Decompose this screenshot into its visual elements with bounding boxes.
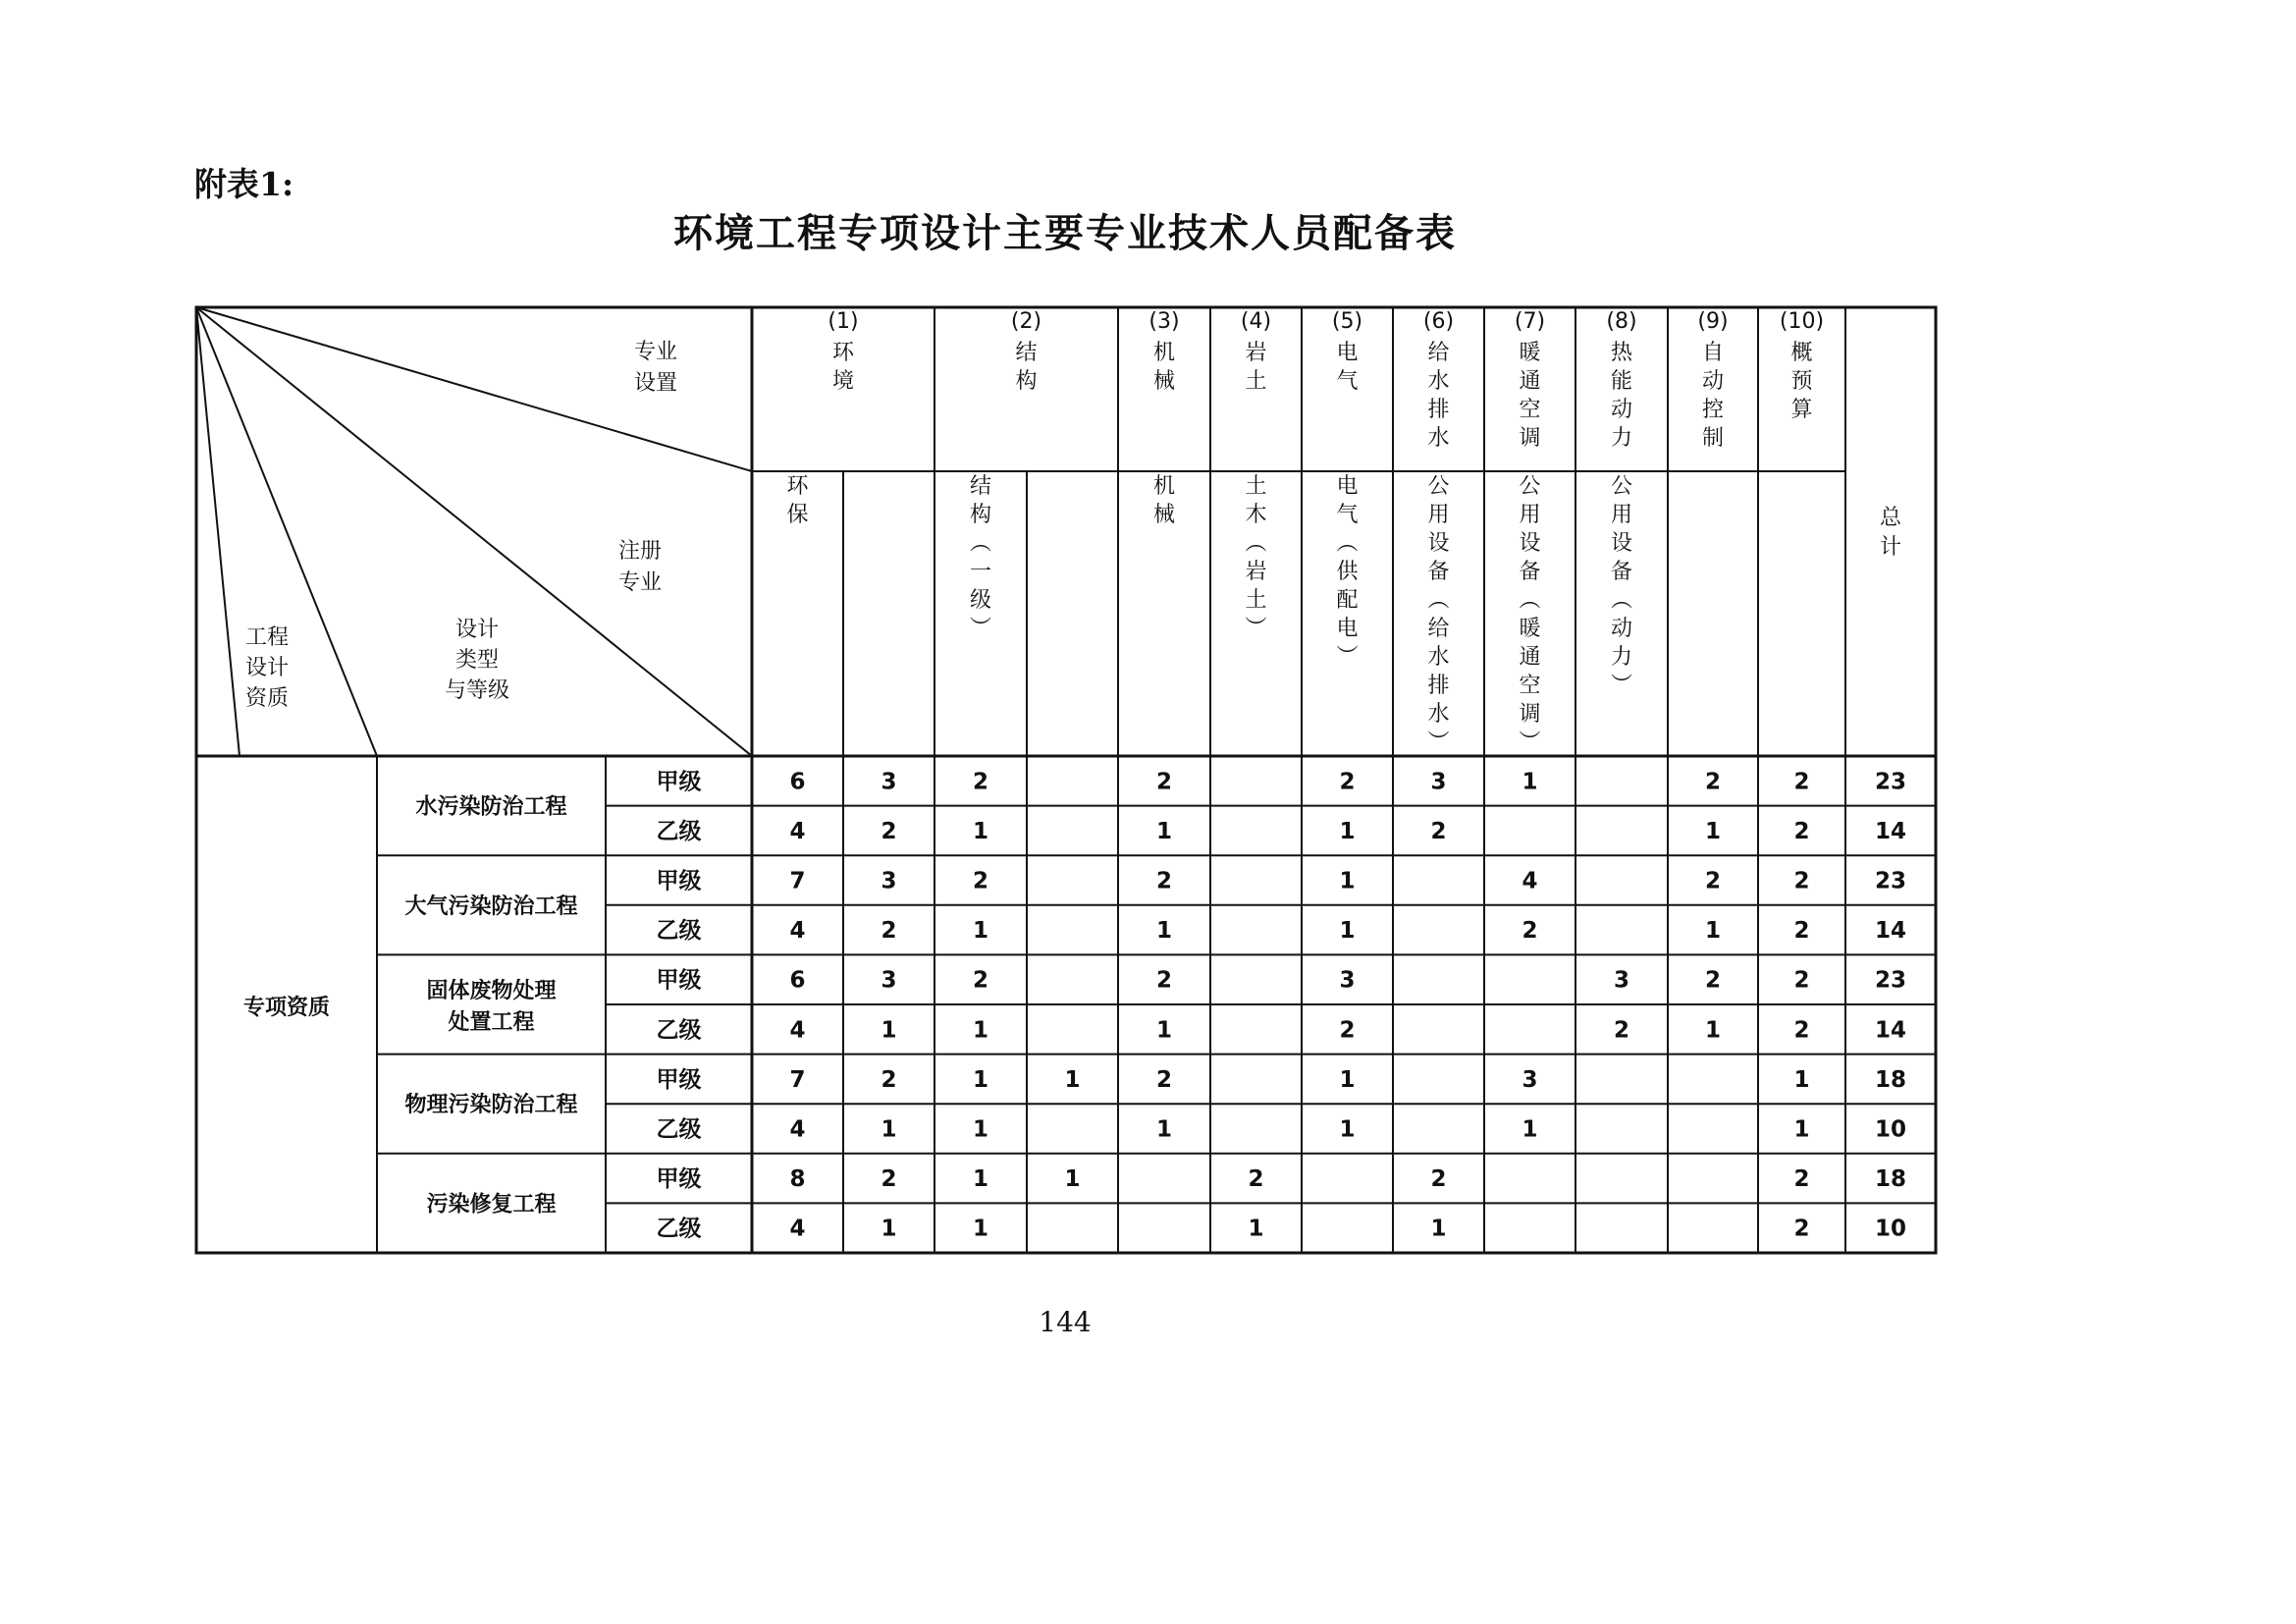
qualification-type: 专项资质 bbox=[242, 996, 331, 1020]
table-cell: 2 bbox=[1704, 967, 1722, 994]
table-cell: 1 bbox=[881, 1017, 897, 1044]
table-cell: 1 bbox=[1704, 1017, 1722, 1044]
table-cell: 1 bbox=[972, 1017, 989, 1044]
table-cell: 1 bbox=[1430, 1216, 1447, 1242]
specialty-name: 电气 bbox=[1336, 341, 1359, 394]
grade-cell: 甲级 bbox=[656, 769, 702, 795]
registered-specialty-name: 公用设备︵动力︶ bbox=[1610, 474, 1633, 698]
table-cell: 2 bbox=[1793, 967, 1810, 994]
table-cell: 2 bbox=[1793, 868, 1810, 894]
table-cell: 2 bbox=[881, 1066, 897, 1093]
table-cell: 1 bbox=[1793, 1116, 1810, 1143]
specialty-setting-label: 专业设置 bbox=[633, 340, 678, 396]
table-cell: 3 bbox=[1522, 1066, 1538, 1093]
total-cell: 14 bbox=[1874, 1017, 1907, 1044]
table-cell: 1 bbox=[972, 918, 989, 945]
specialty-index: (6) bbox=[1422, 309, 1455, 334]
table-cell: 1 bbox=[1155, 918, 1173, 945]
table-cell: 1 bbox=[1339, 1066, 1356, 1093]
specialty-index: (4) bbox=[1240, 309, 1272, 334]
table-cell: 8 bbox=[789, 1166, 806, 1193]
total-cell: 23 bbox=[1874, 769, 1907, 795]
table-cell: 2 bbox=[1793, 1017, 1810, 1044]
table-cell: 1 bbox=[1064, 1166, 1081, 1193]
table-cell: 2 bbox=[1793, 1216, 1810, 1242]
total-cell: 14 bbox=[1874, 918, 1907, 945]
total-cell: 18 bbox=[1874, 1066, 1907, 1093]
engineering-type-name: 大气污染防治工程 bbox=[404, 893, 578, 919]
total-cell: 23 bbox=[1874, 868, 1907, 894]
table-cell: 1 bbox=[881, 1116, 897, 1143]
table-cell: 2 bbox=[1793, 1166, 1810, 1193]
table-cell: 6 bbox=[789, 967, 806, 994]
specialty-index: (1) bbox=[828, 309, 859, 334]
table-cell: 2 bbox=[1793, 918, 1810, 945]
table-cell: 4 bbox=[789, 1216, 806, 1242]
specialty-name: 热能动力 bbox=[1610, 341, 1633, 451]
table-cell: 3 bbox=[1430, 769, 1447, 795]
engineering-type-name: 物理污染防治工程 bbox=[404, 1093, 578, 1118]
table-cell: 1 bbox=[1339, 818, 1356, 844]
specialty-name: 机械 bbox=[1152, 341, 1176, 394]
specialty-index: (9) bbox=[1697, 309, 1729, 334]
table-cell: 2 bbox=[881, 1166, 897, 1193]
table-cell: 3 bbox=[1339, 967, 1356, 994]
table-cell: 2 bbox=[1339, 1017, 1356, 1044]
table-cell: 1 bbox=[1793, 1066, 1810, 1093]
total-cell: 10 bbox=[1874, 1116, 1907, 1143]
table-cell: 3 bbox=[1613, 967, 1630, 994]
table-cell: 2 bbox=[1522, 918, 1538, 945]
table-cell: 1 bbox=[1064, 1066, 1081, 1093]
total-cell: 14 bbox=[1874, 818, 1907, 844]
specialty-name: 给水排水 bbox=[1427, 341, 1450, 451]
table-cell: 1 bbox=[972, 1116, 989, 1143]
specialty-index: (7) bbox=[1514, 309, 1546, 334]
table-cell: 4 bbox=[1522, 868, 1538, 894]
engineering-type-name: 污染修复工程 bbox=[426, 1192, 557, 1218]
registered-specialty-name: 电气︵供配电︶ bbox=[1336, 474, 1359, 670]
specialty-name: 自动控制 bbox=[1701, 341, 1725, 451]
specialty-index: (8) bbox=[1606, 309, 1637, 334]
table-cell: 1 bbox=[972, 818, 989, 844]
table-cell: 2 bbox=[1430, 818, 1447, 844]
qualification-label: 工程设计资质 bbox=[244, 625, 290, 711]
specialty-name: 结构 bbox=[1015, 341, 1038, 394]
registered-specialty-name: 公用设备︵暖通空调︶ bbox=[1519, 474, 1541, 755]
table-cell: 2 bbox=[1793, 769, 1810, 795]
table-cell: 2 bbox=[972, 967, 989, 994]
table-cell: 1 bbox=[1155, 818, 1173, 844]
table-cell: 2 bbox=[1155, 769, 1173, 795]
table-cell: 3 bbox=[881, 868, 897, 894]
grade-cell: 乙级 bbox=[656, 1116, 702, 1143]
total-cell: 10 bbox=[1874, 1216, 1907, 1242]
table-cell: 2 bbox=[972, 868, 989, 894]
table-cell: 2 bbox=[1704, 868, 1722, 894]
grade-cell: 乙级 bbox=[656, 1017, 702, 1044]
registered-specialty-name: 公用设备︵给水排水︶ bbox=[1427, 474, 1450, 755]
specialty-name: 环境 bbox=[831, 341, 855, 394]
grade-cell: 乙级 bbox=[656, 918, 702, 945]
specialty-name: 岩土 bbox=[1245, 341, 1267, 394]
table-cell: 1 bbox=[881, 1216, 897, 1242]
diagonal-line bbox=[196, 307, 240, 756]
specialty-index: (2) bbox=[1010, 309, 1042, 334]
table-cell: 1 bbox=[1339, 868, 1356, 894]
table-cell: 1 bbox=[972, 1166, 989, 1193]
table-cell: 2 bbox=[1155, 967, 1173, 994]
registered-specialty-name: 土木︵岩土︶ bbox=[1245, 474, 1267, 641]
table-cell: 4 bbox=[789, 918, 806, 945]
table-cell: 6 bbox=[789, 769, 806, 795]
table-cell: 1 bbox=[1248, 1216, 1264, 1242]
registered-specialty-name: 结构︵一级︶ bbox=[969, 474, 992, 641]
specialty-index: (10) bbox=[1779, 309, 1825, 334]
grade-cell: 乙级 bbox=[656, 1216, 702, 1242]
specialty-index: (5) bbox=[1331, 309, 1363, 334]
table-cell: 2 bbox=[1793, 818, 1810, 844]
table-cell: 3 bbox=[881, 967, 897, 994]
table-cell: 2 bbox=[1704, 769, 1722, 795]
page-title: 环境工程专项设计主要专业技术人员配备表 bbox=[673, 211, 1457, 256]
table-cell: 1 bbox=[1704, 818, 1722, 844]
table-cell: 2 bbox=[881, 918, 897, 945]
design-type-label: 设计类型与等级 bbox=[444, 618, 510, 703]
table-cell: 1 bbox=[1155, 1116, 1173, 1143]
specialty-name: 暖通空调 bbox=[1519, 341, 1541, 451]
table-cell: 4 bbox=[789, 818, 806, 844]
table-cell: 1 bbox=[1339, 1116, 1356, 1143]
engineering-type-name: 水污染防治工程 bbox=[415, 794, 567, 820]
table-cell: 2 bbox=[972, 769, 989, 795]
grade-cell: 甲级 bbox=[656, 1066, 702, 1093]
table-cell: 1 bbox=[1522, 1116, 1538, 1143]
table-cell: 2 bbox=[1430, 1166, 1447, 1193]
table-cell: 1 bbox=[972, 1216, 989, 1242]
table-cell: 2 bbox=[1248, 1166, 1264, 1193]
page-number: 144 bbox=[1039, 1306, 1092, 1338]
registered-specialty-name: 环保 bbox=[786, 474, 809, 527]
table-cell: 2 bbox=[1339, 769, 1356, 795]
table-cell: 1 bbox=[1522, 769, 1538, 795]
table-cell: 4 bbox=[789, 1017, 806, 1044]
total-cell: 18 bbox=[1874, 1166, 1907, 1193]
table-cell: 3 bbox=[881, 769, 897, 795]
table-cell: 7 bbox=[789, 1066, 806, 1093]
specialty-index: (3) bbox=[1148, 309, 1180, 334]
registered-specialty-label: 注册专业 bbox=[617, 539, 663, 595]
table-cell: 1 bbox=[972, 1066, 989, 1093]
total-cell: 23 bbox=[1874, 967, 1907, 994]
table-cell: 2 bbox=[1155, 1066, 1173, 1093]
table-cell: 2 bbox=[1155, 868, 1173, 894]
table-cell: 1 bbox=[1339, 918, 1356, 945]
grade-cell: 甲级 bbox=[656, 868, 702, 894]
table-cell: 7 bbox=[789, 868, 806, 894]
table-cell: 1 bbox=[1155, 1017, 1173, 1044]
appendix-label: 附表1: bbox=[194, 165, 294, 203]
table-cell: 1 bbox=[1704, 918, 1722, 945]
registered-specialty-name: 机械 bbox=[1152, 474, 1176, 527]
total-header: 总计 bbox=[1879, 506, 1902, 560]
table-cell: 2 bbox=[1613, 1017, 1630, 1044]
engineering-type-name: 固体废物处理处置工程 bbox=[426, 979, 557, 1035]
grade-cell: 甲级 bbox=[656, 1166, 702, 1193]
grade-cell: 乙级 bbox=[656, 818, 702, 844]
specialty-name: 概预算 bbox=[1790, 341, 1813, 422]
table-cell: 4 bbox=[789, 1116, 806, 1143]
table-cell: 2 bbox=[881, 818, 897, 844]
grade-cell: 甲级 bbox=[656, 967, 702, 994]
